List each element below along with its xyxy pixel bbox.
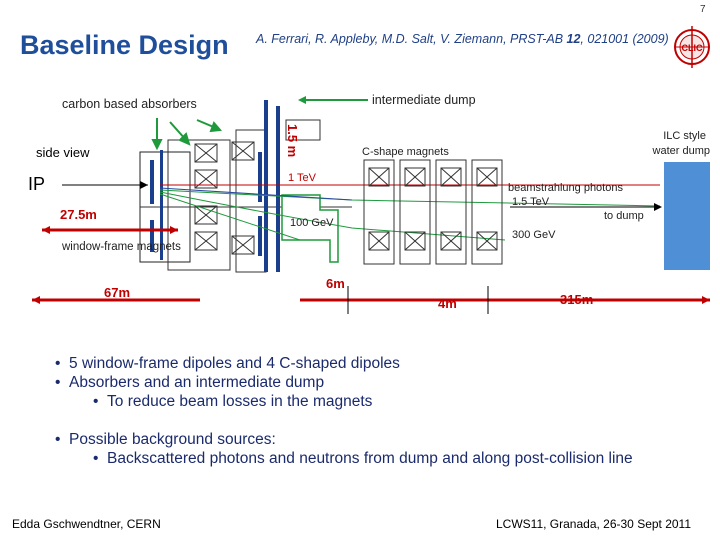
label-1tev: 1 TeV — [288, 172, 316, 184]
length-bar-arrowheads — [32, 226, 710, 304]
intermediate-dump-arrowhead — [298, 96, 306, 104]
label-67m: 67m — [104, 285, 131, 300]
citation-volume: 12 — [566, 32, 581, 46]
label-side-view: side view — [36, 145, 90, 160]
logo-text: CLIC — [681, 43, 703, 53]
bullet-text: 5 window-frame dipoles and 4 C-shaped dipoles — [69, 355, 400, 372]
label-to-dump: to dump — [604, 210, 644, 222]
footer-event: LCWS11, Granada, 26-30 Sept 2011 — [496, 517, 692, 531]
citation-rest: , 021001 (2009) — [580, 32, 669, 46]
to-dump-arrowhead — [654, 203, 662, 211]
absorber-1 — [150, 160, 154, 204]
bullet-3: • Possible background sources: — [55, 431, 276, 448]
label-window-frame: window-frame magnets — [62, 241, 181, 253]
label-c-shape-magnets: C-shape magnets — [362, 146, 449, 158]
page-number: 7 — [700, 4, 706, 15]
label-315m: 315m — [560, 292, 594, 307]
absorber-tall-1 — [264, 100, 268, 272]
label-27-5m: 27.5m — [60, 207, 97, 222]
ip-arrowhead — [140, 181, 148, 189]
label-height-1-5m: 1.5 m — [285, 124, 300, 158]
bullet-text: Absorbers and an intermediate dump — [69, 374, 325, 391]
label-ilc-dump-2: water dump — [652, 145, 710, 157]
absorber-4 — [258, 216, 262, 256]
bullet-2: • Absorbers and an intermediate dump — [55, 374, 325, 391]
citation-authors: A. Ferrari, R. Appleby, M.D. Salt, V. Ziemann, PRST-AB — [256, 32, 567, 46]
label-100gev: 100 GeV — [290, 217, 334, 229]
label-ilc-dump-1: ILC style — [663, 130, 706, 142]
label-4m: 4m — [438, 296, 457, 311]
bullet-2-1: • To reduce beam losses in the magnets — [93, 393, 373, 410]
label-1-5tev: 1.5 TeV — [512, 196, 550, 208]
label-6m: 6m — [326, 276, 345, 291]
ilc-water-dump — [664, 162, 710, 270]
label-intermediate-dump: intermediate dump — [372, 93, 476, 107]
bullet-3-1: • Backscattered photons and neutrons from dump and along post-collision line — [93, 450, 633, 467]
bullet-text: Possible background sources: — [69, 431, 276, 448]
label-300gev: 300 GeV — [512, 229, 556, 241]
label-carbon-absorbers: carbon based absorbers — [62, 97, 197, 111]
bullet-text: To reduce beam losses in the magnets — [107, 393, 373, 410]
bullet-text: Backscattered photons and neutrons from dump and along post-collision line — [107, 450, 633, 467]
c-shape-magnets — [364, 160, 502, 264]
bullet-list — [55, 354, 633, 468]
absorber-tall-2 — [276, 106, 280, 272]
bullet-1: • 5 window-frame dipoles and 4 C-shaped dipoles — [55, 355, 400, 372]
slide-title: Baseline Design — [20, 30, 229, 60]
label-ip: IP — [28, 174, 46, 194]
label-beamstrahlung: beamstrahlung photons — [508, 182, 623, 194]
footer-author: Edda Gschwendtner, CERN — [12, 517, 161, 531]
